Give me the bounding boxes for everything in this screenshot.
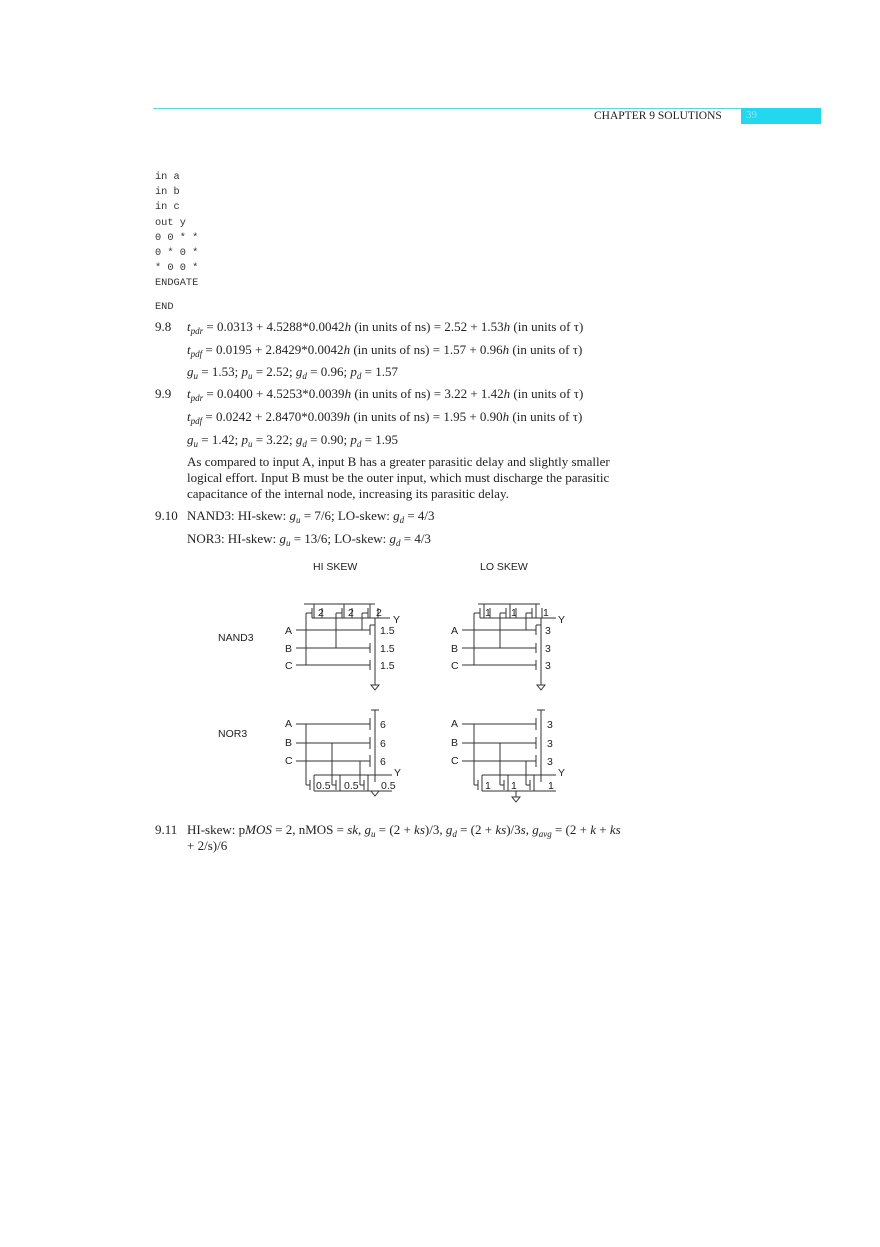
p910-line-1: NAND3: HI-skew: $g_u = 7/6$; LO-skew: $g_d = 4/3$ (187, 508, 435, 525)
svg-text:3: 3 (545, 625, 551, 637)
nand3-label: NAND3 (218, 632, 254, 644)
p911-line-1: HI-skew: pMOS = 2, nMOS = sk, $g_u = (2 + ks)/3$, $g_d = (2 + ks)/3s$, $g_{avg} = (2 + k$ + ks (187, 822, 621, 839)
svg-text:1: 1 (511, 607, 517, 619)
svg-text:Y: Y (558, 767, 566, 779)
svg-text:Y: Y (558, 614, 566, 626)
problem-number-9-11: 9.11 (155, 822, 178, 837)
svg-text:B: B (285, 643, 293, 655)
svg-text:1: 1 (485, 607, 491, 619)
svg-text:1.5: 1.5 (380, 625, 395, 637)
p99-line-1: $t_{pdr} = 0.0400 + 4.5253*0.0039h$ (in units of ns) = 3.22 + 1.42h (in units of τ) (187, 386, 584, 403)
svg-text:3: 3 (547, 719, 553, 731)
svg-text:A: A (285, 718, 293, 730)
p98-line-2: $t_{pdf} = 0.0195 + 2.8429*0.0042h$ (in units of ns) = 1.57 + 0.96h (in units of τ) (187, 342, 583, 359)
problem-number-9-10: 9.10 (155, 508, 178, 523)
p98-line-3: $g_u = 1.53$; $p_u = 2.52$; $g_d = 0.96$; $p_d = 1.57$ (187, 364, 398, 381)
nand3-lo-skew-circuit (451, 604, 565, 690)
problem-number-9-8: 9.8 (155, 319, 172, 334)
svg-text:1.5: 1.5 (380, 660, 395, 672)
svg-text:3: 3 (547, 756, 553, 768)
svg-text:2: 2 (318, 607, 324, 619)
p910-line-2: NOR3: HI-skew: $g_u = 13/6$; LO-skew: $g_d = 4/3$ (187, 531, 431, 548)
svg-text:B: B (451, 737, 459, 749)
chapter-title: CHAPTER 9 SOLUTIONS (594, 110, 722, 122)
nand3-hi-skew-circuit (285, 604, 400, 690)
code-end: END (155, 301, 174, 313)
svg-text:Y: Y (393, 614, 401, 626)
svg-text:C: C (451, 660, 459, 672)
hi-skew-label: HI SKEW (313, 561, 358, 573)
svg-text:1: 1 (543, 607, 549, 619)
svg-text:1: 1 (511, 780, 517, 792)
svg-text:C: C (285, 755, 293, 767)
code-block: in a in b in c out y 0 0 * * 0 * 0 * * 0 0 * ENDGATE (155, 171, 199, 290)
nor3-label: NOR3 (218, 728, 248, 740)
svg-text:Y: Y (394, 767, 402, 779)
svg-text:2: 2 (376, 607, 382, 619)
svg-text:2: 2 (348, 607, 354, 619)
page-number: 39 (746, 109, 757, 121)
svg-text:B: B (285, 737, 293, 749)
svg-text:1: 1 (485, 780, 491, 792)
svg-text:0.5: 0.5 (316, 780, 331, 792)
svg-text:0.5: 0.5 (381, 780, 396, 792)
svg-text:3: 3 (545, 660, 551, 672)
problem-number-9-9: 9.9 (155, 386, 172, 401)
nor3-hi-skew-circuit (285, 710, 401, 796)
svg-text:A: A (451, 718, 459, 730)
svg-text:0.5: 0.5 (344, 780, 359, 792)
svg-text:6: 6 (380, 756, 386, 768)
svg-text:6: 6 (380, 738, 386, 750)
svg-text:A: A (451, 625, 459, 637)
nor3-lo-skew-circuit (451, 710, 565, 802)
p911-line-2: + 2/s)/6 (187, 838, 228, 853)
p99-line-3: $g_u = 1.42$; $p_u = 3.22$; $g_d = 0.90$; $p_d = 1.95$ (187, 432, 398, 449)
p99-line-2: $t_{pdf} = 0.0242 + 2.8470*0.0039h$ (in units of ns) = 1.95 + 0.90h (in units of τ) (187, 409, 583, 426)
svg-text:C: C (285, 660, 293, 672)
lo-skew-label: LO SKEW (480, 561, 528, 573)
svg-text:A: A (285, 625, 293, 637)
svg-text:C: C (451, 755, 459, 767)
svg-text:1.5: 1.5 (380, 643, 395, 655)
svg-text:1: 1 (548, 780, 554, 792)
svg-text:3: 3 (547, 738, 553, 750)
p98-line-1: $t_{pdr} = 0.0313 + 4.5288*0.0042h$ (in units of ns) = 2.52 + 1.53h (in units of τ) (187, 319, 584, 336)
svg-text:3: 3 (545, 643, 551, 655)
svg-text:6: 6 (380, 719, 386, 731)
p99-paragraph: As compared to input A, input B has a greater parasitic delay and slightly smaller logical effort. Input B must be the outer input, which must discharge the parasitic capacitance of the internal node, increasing its parasitic delay. (187, 454, 610, 501)
svg-text:B: B (451, 643, 459, 655)
